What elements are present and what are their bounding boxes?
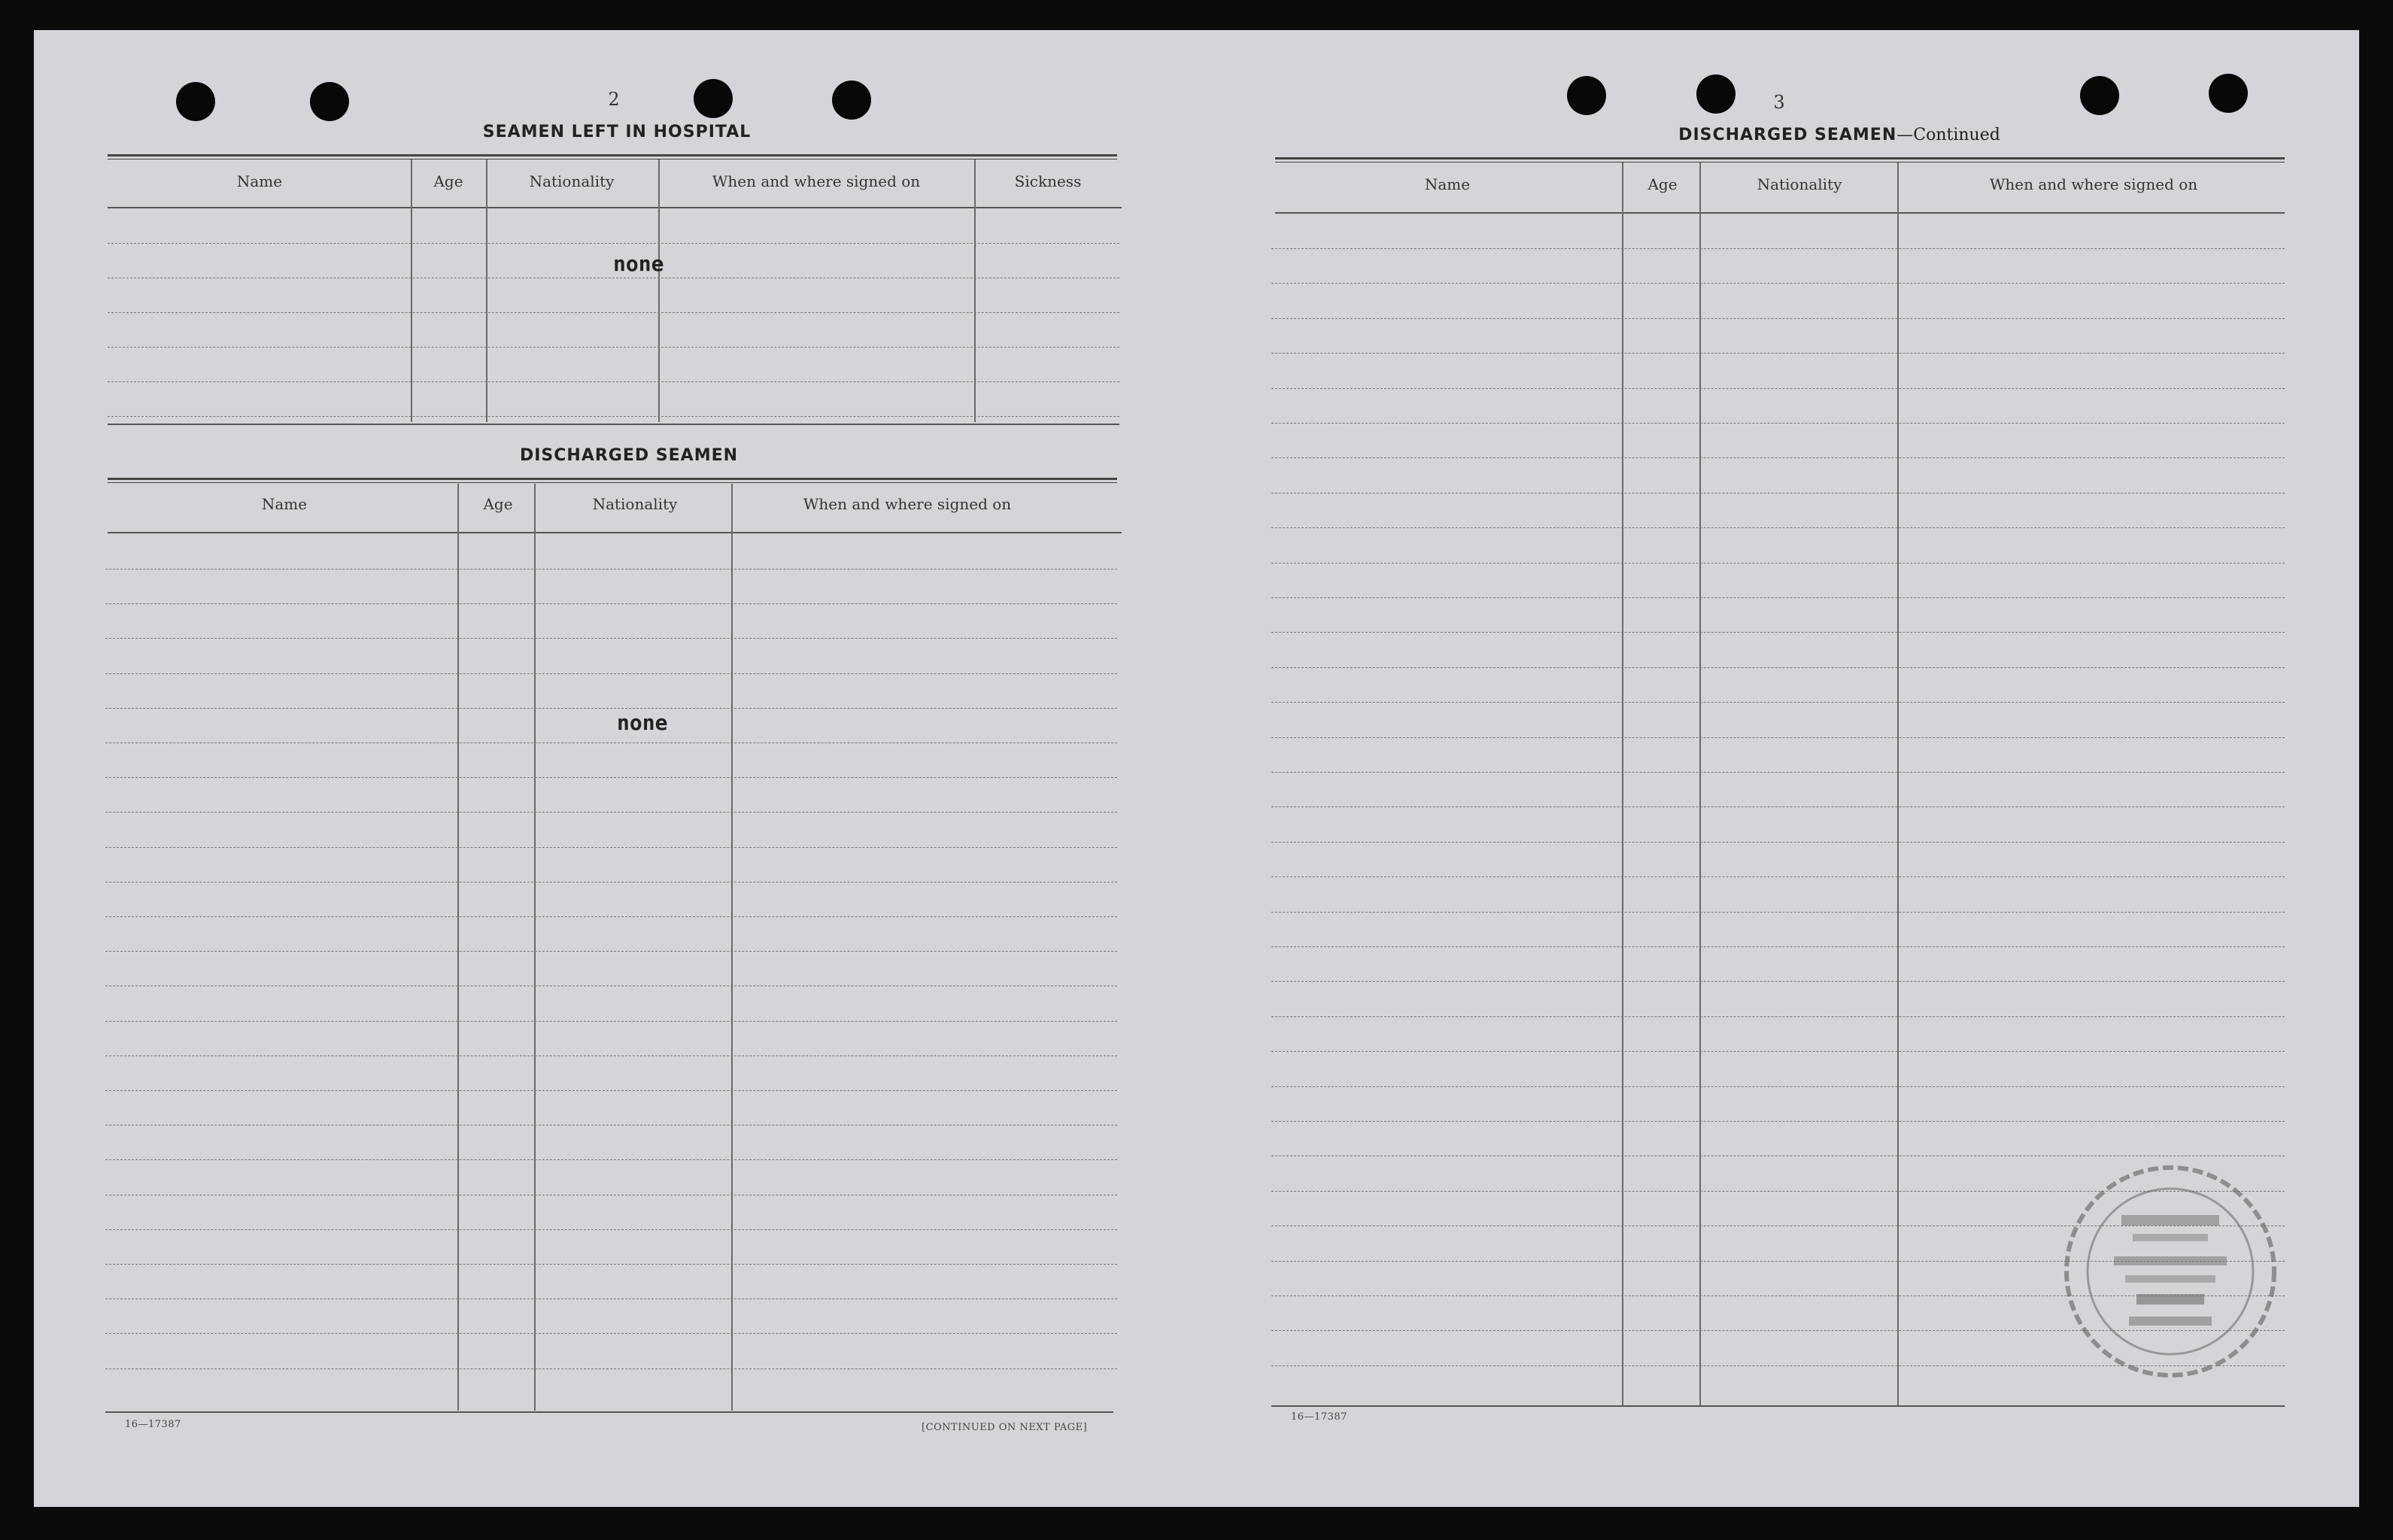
column-header-name: Name <box>236 172 283 190</box>
row-line <box>1271 283 2285 284</box>
column-header-nationality: Nationality <box>592 495 678 513</box>
column-header-nationality: Nationality <box>1757 175 1842 193</box>
punch-hole <box>2209 74 2248 113</box>
row-line <box>105 569 1117 570</box>
document-sheet <box>34 30 2359 1507</box>
punch-hole <box>694 79 733 118</box>
row-line <box>1271 318 2285 319</box>
section-rule <box>108 478 1117 483</box>
column-divider <box>411 159 412 422</box>
row-line <box>105 1159 1117 1160</box>
row-line <box>1271 423 2285 424</box>
row-line <box>1271 981 2285 982</box>
column-header-age: Age <box>433 172 463 190</box>
row-line <box>1271 737 2285 738</box>
row-line <box>1271 353 2285 354</box>
row-line <box>108 381 1119 382</box>
column-header-signed-on: When and where signed on <box>1989 175 2198 193</box>
official-stamp <box>2061 1162 2279 1381</box>
row-line <box>105 1333 1117 1334</box>
row-line <box>105 1021 1117 1022</box>
row-line <box>1271 806 2285 807</box>
form-number: 16—17387 <box>1291 1411 1347 1423</box>
page-number: 3 <box>1773 92 1785 113</box>
column-divider <box>974 159 976 422</box>
row-line <box>1271 912 2285 913</box>
header-underline <box>108 207 1122 208</box>
punch-hole <box>310 82 349 121</box>
row-line <box>105 638 1117 639</box>
column-divider <box>1897 163 1899 1405</box>
punch-hole <box>1567 76 1606 115</box>
column-divider <box>457 484 459 1411</box>
row-line <box>108 243 1119 244</box>
punch-hole <box>2080 76 2119 115</box>
column-header-name: Name <box>261 495 308 513</box>
section-rule <box>1275 157 2285 163</box>
column-divider <box>1622 163 1623 1405</box>
punch-hole <box>832 80 871 120</box>
row-line <box>1271 1121 2285 1122</box>
row-line <box>105 812 1117 813</box>
row-line <box>1271 772 2285 773</box>
form-number: 16—17387 <box>125 1419 181 1430</box>
column-divider <box>534 484 536 1411</box>
header-underline <box>108 532 1122 533</box>
row-line <box>105 777 1117 778</box>
row-line <box>105 951 1117 952</box>
row-line <box>1271 1051 2285 1052</box>
row-line <box>105 1264 1117 1265</box>
row-line <box>105 673 1117 674</box>
row-line <box>105 916 1117 917</box>
column-header-age: Age <box>483 495 513 513</box>
column-header-name: Name <box>1424 175 1471 193</box>
section-rule <box>108 154 1117 159</box>
continued-note: [CONTINUED ON NEXT PAGE] <box>922 1422 1088 1433</box>
section-title-suffix: —Continued <box>1896 126 2000 144</box>
row-line <box>1271 946 2285 947</box>
column-divider <box>1699 163 1701 1405</box>
row-line <box>108 347 1119 348</box>
section-title-discharged: DISCHARGED SEAMEN <box>519 446 739 465</box>
page-number: 2 <box>608 89 620 110</box>
row-line <box>1271 702 2285 703</box>
section-title-hospital: SEAMEN LEFT IN HOSPITAL <box>482 123 752 141</box>
section-bottom-rule <box>105 1411 1113 1413</box>
section-title-text: DISCHARGED SEAMEN <box>1678 126 1897 144</box>
row-line <box>1271 1086 2285 1087</box>
row-line <box>105 1368 1117 1369</box>
column-divider <box>486 159 487 422</box>
column-header-sickness: Sickness <box>1014 172 1082 190</box>
row-line <box>108 312 1119 313</box>
column-header-age: Age <box>1647 175 1678 193</box>
row-line <box>105 708 1117 709</box>
row-line <box>1271 597 2285 598</box>
row-line <box>1271 1016 2285 1017</box>
row-line <box>1271 248 2285 249</box>
row-line <box>1271 667 2285 668</box>
punch-hole <box>1696 74 1736 114</box>
row-line <box>105 847 1117 848</box>
column-divider <box>731 484 733 1411</box>
row-line <box>1271 632 2285 633</box>
row-line <box>105 1090 1117 1091</box>
section-title-discharged-continued <box>1678 126 2000 144</box>
typed-entry-discharged: none <box>617 710 668 735</box>
row-line <box>1271 527 2285 528</box>
row-line <box>105 603 1117 604</box>
column-header-signed-on: When and where signed on <box>803 495 1012 513</box>
row-line <box>1271 842 2285 843</box>
row-line <box>1271 493 2285 494</box>
row-line <box>1271 457 2285 458</box>
row-line <box>1271 388 2285 389</box>
column-divider <box>658 159 660 422</box>
row-line <box>105 1229 1117 1230</box>
header-underline <box>1275 212 2285 214</box>
column-header-nationality: Nationality <box>529 172 615 190</box>
row-line <box>1271 876 2285 877</box>
typed-entry-hospital: none <box>613 251 664 276</box>
row-line <box>108 416 1119 417</box>
column-header-signed-on: When and where signed on <box>712 172 921 190</box>
section-bottom-rule <box>1271 1405 2285 1407</box>
punch-hole <box>176 82 215 121</box>
section-bottom-rule <box>108 424 1119 425</box>
